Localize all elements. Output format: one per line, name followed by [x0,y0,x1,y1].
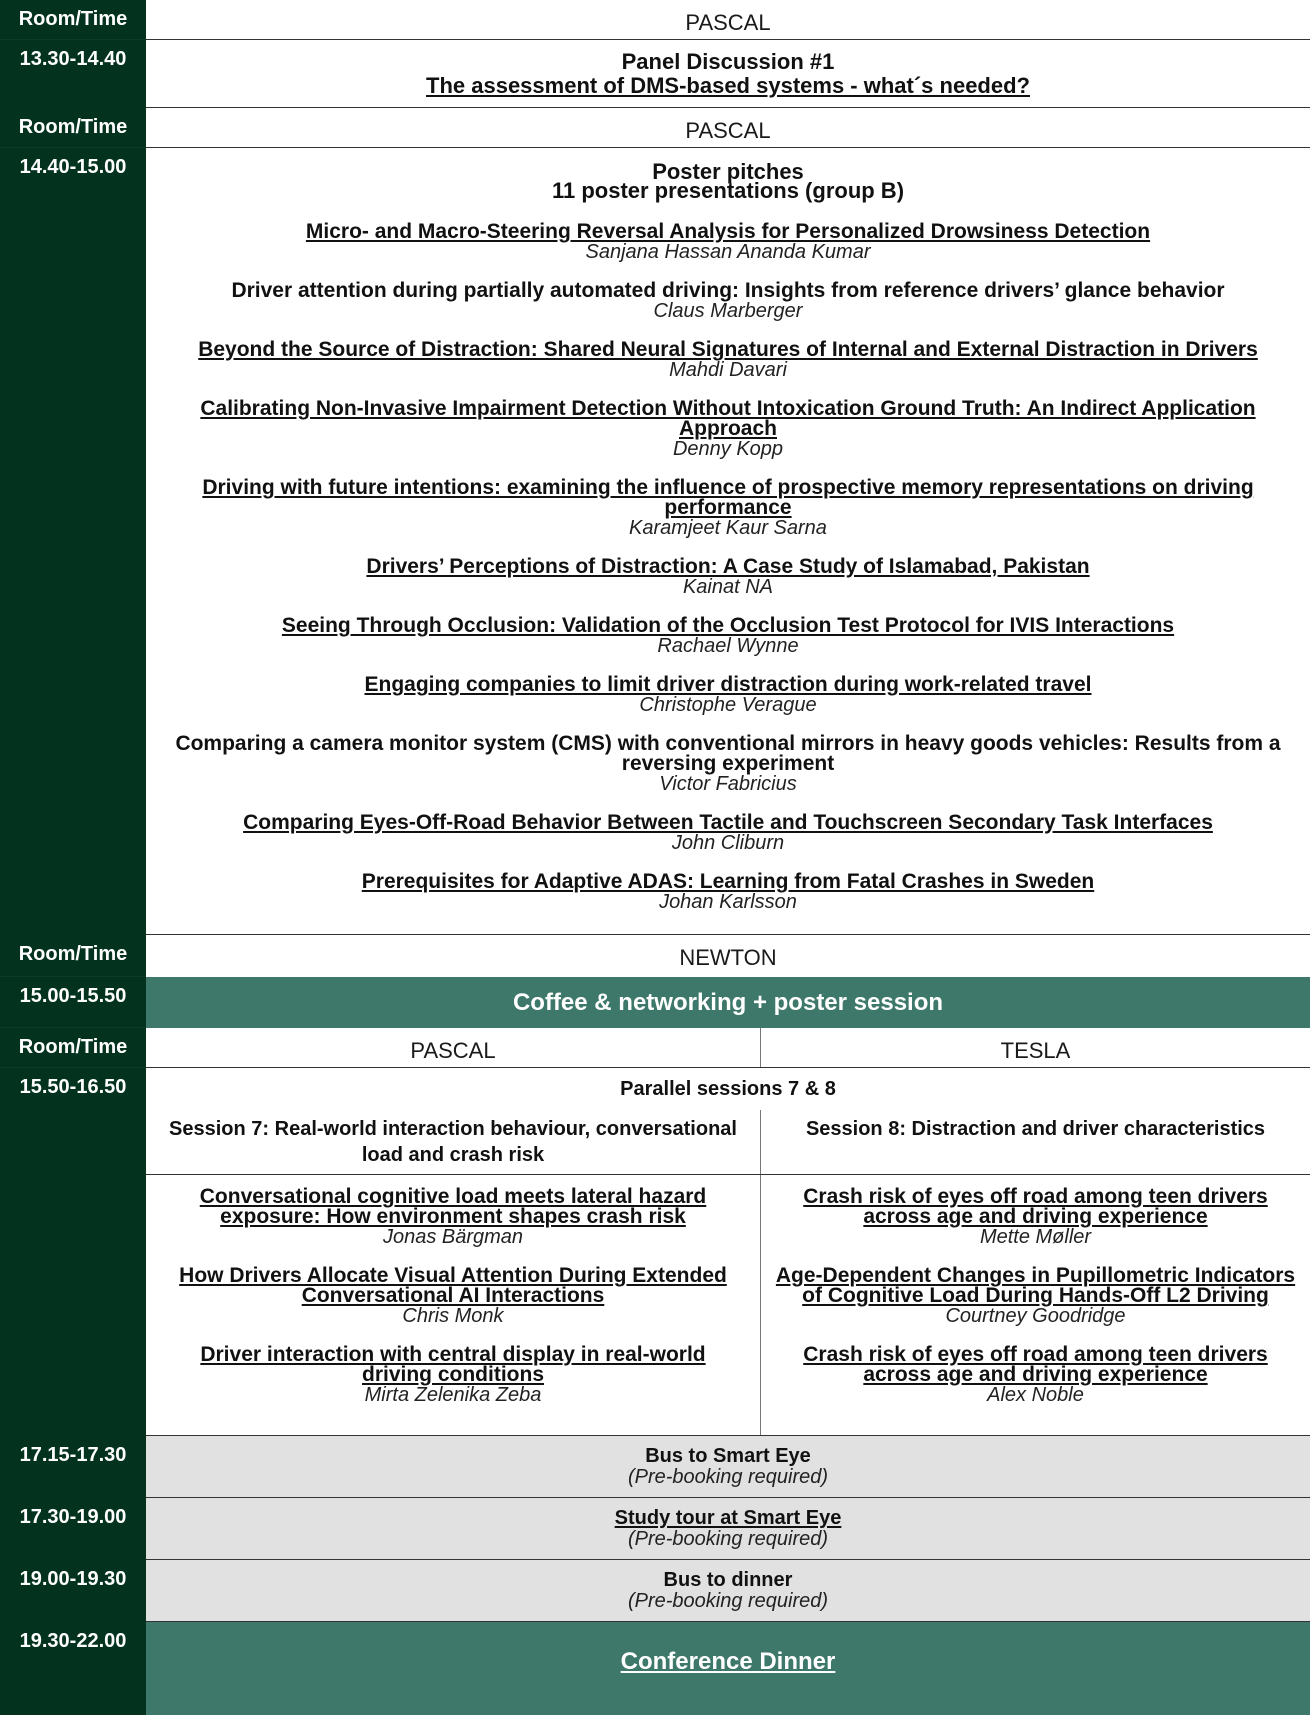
room-name: PASCAL [146,108,1310,148]
session-7-talks [146,1175,760,1435]
event-note: (Pre-booking required) [627,1590,829,1612]
study-tour-row [0,1498,1310,1560]
room-name: PASCAL [146,0,1310,40]
talk-item [176,1345,730,1405]
talk-title-link[interactable]: Crash risk of eyes off road among teen drivers across age and driving experience [803,1343,1268,1386]
poster-author: Mahdi Davari [669,359,787,381]
poster-title-link[interactable]: Beyond the Source of Distraction: Shared Neural Signatures of Internal and External Distraction in Drivers [198,338,1258,361]
poster-title-link[interactable]: Prerequisites for Adaptive ADAS: Learning from Fatal Crashes in Sweden [361,870,1095,893]
parallel-sessions-row [0,1068,1310,1110]
poster-title: Comparing a camera monitor system (CMS) with conventional mirrors in heavy goods vehicles: Results from a reversing experiment [175,732,1281,775]
parallel-sessions-title: Parallel sessions 7 & 8 [620,1078,836,1100]
conference-dinner-row [0,1622,1310,1715]
talk-item [775,1187,1296,1247]
poster-author: Christophe Verague [639,694,817,716]
poster-title-link[interactable]: Engaging companies to limit driver distraction during work-related travel [364,673,1092,696]
time-slot: 17.30-19.00 [19,1506,127,1528]
poster-item [156,616,1300,656]
poster-author: John Cliburn [671,832,785,854]
conference-dinner-link[interactable]: Conference Dinner [620,1648,836,1675]
talk-author: Courtney Goodridge [945,1305,1126,1327]
poster-item [156,872,1300,912]
poster-item [156,222,1300,262]
coffee-row [0,977,1310,1028]
room-row-split [0,1028,1310,1068]
room-row-pascal-2 [0,108,1310,148]
poster-item [156,813,1300,853]
room-time-label: Room/Time [0,935,146,977]
poster-item [156,734,1300,794]
room-name-left: PASCAL [410,1038,496,1063]
coffee-title: Coffee & networking + poster session [146,977,1310,1028]
session-talks-row [0,1175,1310,1436]
room-row-pascal-1 [0,0,1310,40]
event-note: (Pre-booking required) [627,1466,829,1488]
panel-subtitle-link[interactable]: The assessment of DMS-based systems - what´s needed? [426,73,1030,98]
event-title-link[interactable]: Study tour at Smart Eye [614,1507,842,1529]
poster-item [156,281,1300,321]
talk-title-link[interactable]: Conversational cognitive load meets lateral hazard exposure: How environment shapes crash risk [199,1185,707,1228]
room-time-label: Room/Time [0,0,146,40]
poster-title-link[interactable]: Driving with future intentions: examining the influence of prospective memory representations on driving performance [202,476,1254,519]
time-slot: 17.15-17.30 [19,1444,127,1466]
talk-item [176,1266,730,1326]
poster-author: Karamjeet Kaur Sarna [629,517,827,539]
poster-title-link[interactable]: Comparing Eyes-Off-Road Behavior Between Tactile and Touchscreen Secondary Task Interfaces [243,811,1213,834]
session-7-header: Session 7: Real-world interaction behaviour, conversational load and crash risk [169,1118,737,1166]
time-slot: 15.50-16.50 [19,1076,127,1098]
poster-title-link[interactable]: Micro- and Macro-Steering Reversal Analysis for Personalized Drowsiness Detection [305,220,1151,243]
talk-author: Chris Monk [402,1305,504,1327]
poster-title-link[interactable]: Calibrating Non-Invasive Impairment Detection Without Intoxication Ground Truth: An Indirect Application Approach [200,397,1256,440]
talk-author: Jonas Bärgman [382,1226,524,1248]
event-title: Bus to Smart Eye [645,1445,811,1467]
poster-item [156,399,1300,459]
talk-item [176,1187,730,1247]
poster-author: Denny Kopp [672,438,784,460]
poster-author: Sanjana Hassan Ananda Kumar [585,241,871,263]
talk-author: Mirta Zelenika Zeba [364,1384,542,1406]
poster-title-link[interactable]: Seeing Through Occlusion: Validation of the Occlusion Test Protocol for IVIS Interactions [281,614,1175,637]
room-name-right: TESLA [760,1028,1310,1067]
session-headers-row [0,1110,1310,1175]
panel-discussion-row [0,40,1310,108]
poster-item [156,340,1300,380]
talk-title-link[interactable]: Age-Dependent Changes in Pupillometric Indicators of Cognitive Load During Hands-Off L2 Driving [775,1264,1296,1307]
room-time-label: Room/Time [0,108,146,148]
poster-item [156,675,1300,715]
poster-author: Victor Fabricius [659,773,797,795]
session-8-header: Session 8: Distraction and driver characteristics [760,1110,1310,1174]
time-slot: 15.00-15.50 [0,977,146,1028]
poster-title: Driver attention during partially automated driving: Insights from reference drivers’ glance behavior [231,279,1225,302]
poster-author: Kainat NA [682,576,774,598]
talk-title-link[interactable]: Driver interaction with central display in real-world driving conditions [200,1343,706,1386]
poster-title-link[interactable]: Drivers’ Perceptions of Distraction: A Case Study of Islamabad, Pakistan [366,555,1090,578]
talk-title-link[interactable]: Crash risk of eyes off road among teen drivers across age and driving experience [803,1185,1268,1228]
poster-author: Rachael Wynne [657,635,799,657]
event-title: Bus to dinner [663,1569,793,1591]
talk-item [775,1345,1296,1405]
bus-to-dinner-row [0,1560,1310,1622]
bus-to-smart-eye-row [0,1436,1310,1498]
time-slot: 19.00-19.30 [19,1568,127,1590]
talk-title-link[interactable]: How Drivers Allocate Visual Attention During Extended Conversational AI Interactions [179,1264,727,1307]
time-slot: 13.30-14.40 [19,48,127,70]
poster-pitches-subtitle: 11 poster presentations (group B) [551,178,905,203]
room-name: NEWTON [679,945,777,970]
poster-pitches-row [0,148,1310,935]
event-note: (Pre-booking required) [627,1528,829,1550]
poster-pitches-title: Poster pitches [652,159,804,184]
talk-author: Alex Noble [987,1384,1084,1406]
time-slot: 19.30-22.00 [19,1630,127,1652]
panel-title: Panel Discussion #1 [621,49,835,74]
talk-author: Mette Møller [979,1226,1092,1248]
room-row-newton [0,935,1310,977]
poster-author: Johan Karlsson [659,891,797,913]
poster-item [156,557,1300,597]
time-slot: 14.40-15.00 [19,156,127,178]
talk-item [775,1266,1296,1326]
session-8-talks [760,1175,1310,1435]
poster-author: Claus Marberger [653,300,803,322]
poster-item [156,478,1300,538]
room-time-label: Room/Time [0,1028,146,1068]
